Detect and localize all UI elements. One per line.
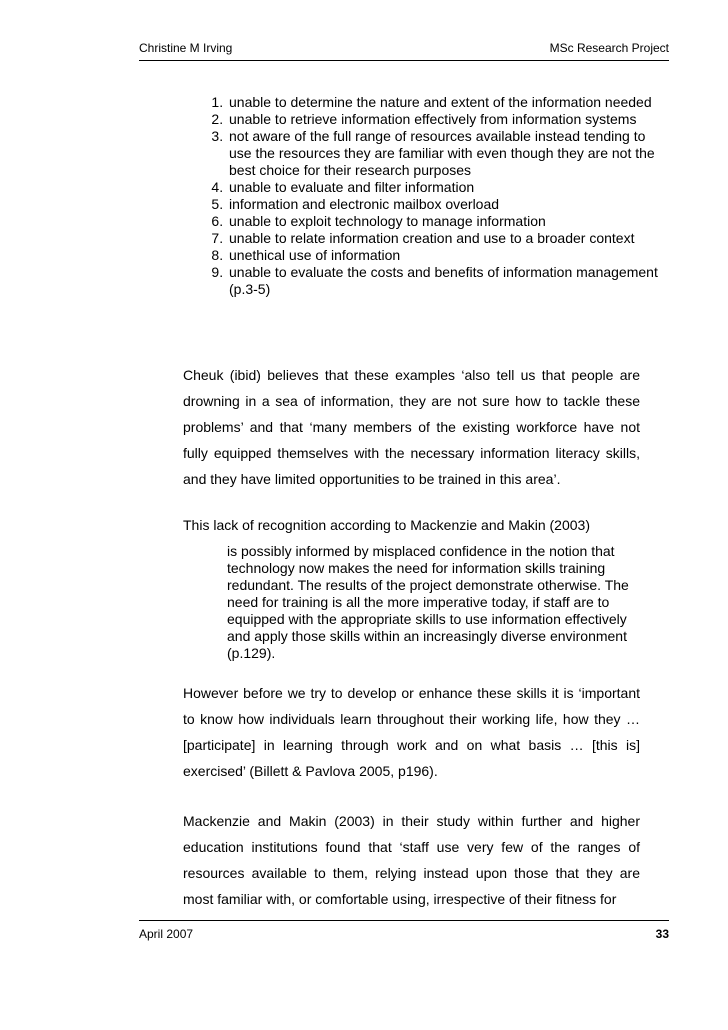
header-author: Christine M Irving [139, 41, 233, 55]
paragraph-lack-of-recognition: This lack of recognition according to Mackenzie and Makin (2003) [183, 517, 590, 533]
list-item: 3. not aware of the full range of resources available instead tending to use the resources they are familiar with even though they are not the best choice for their research purposes [227, 128, 667, 179]
paragraph-mackenzie: Mackenzie and Makin (2003) in their study within further and higher education institutions found that ‘staff use very few of the ranges of resources available to them, relying instead upon those that they are most familiar with, or comfortable using, irrespective of their fitness for [183, 813, 640, 907]
list-item: 9. unable to evaluate the costs and benefits of information management (p.3-5) [227, 264, 667, 298]
page-number: 33 [655, 927, 669, 941]
paragraph-however: However before we try to develop or enhance these skills it is ‘important to know how individuals learn throughout their working life, how they … [participate] in learning through work and on what basis … [this is] exercised’ (Billett & Pavlova 2005, p196). [183, 685, 640, 779]
list-item: 7. unable to relate information creation and use to a broader context [227, 230, 667, 247]
list-item: 1. unable to determine the nature and extent of the information needed [227, 94, 667, 111]
footer-rule [139, 920, 669, 921]
footer-date: April 2007 [139, 927, 194, 941]
list-item: 4. unable to evaluate and filter information [227, 179, 667, 196]
block-quote: is possibly informed by misplaced confidence in the notion that technology now makes the need for information skills training redundant. The results of the project demonstrate otherwise. The need for training is all the more imperative today, if staff are to equipped with the appropriate skills to use information effectively and apply those skills within an increasingly diverse environment (p.129). [227, 543, 629, 661]
page-header [139, 41, 669, 61]
list-item: 2. unable to retrieve information effectively from information systems [227, 111, 667, 128]
paragraph-cheuk: Cheuk (ibid) believes that these examples ‘also tell us that people are drowning in a sea of information, they are not sure how to tackle these problems’ and that ‘many members of the existing workforce have not fully equipped themselves with the necessary information literacy skills, and they have limited opportunities to be trained in this area’. [183, 367, 640, 487]
header-rule [139, 60, 669, 61]
reasons-list [183, 94, 667, 298]
list-item: 8. unethical use of information [227, 247, 667, 264]
header-project-title: MSc Research Project [549, 41, 669, 55]
list-item: 5. information and electronic mailbox overload [227, 196, 667, 213]
list-item: 6. unable to exploit technology to manage information [227, 213, 667, 230]
